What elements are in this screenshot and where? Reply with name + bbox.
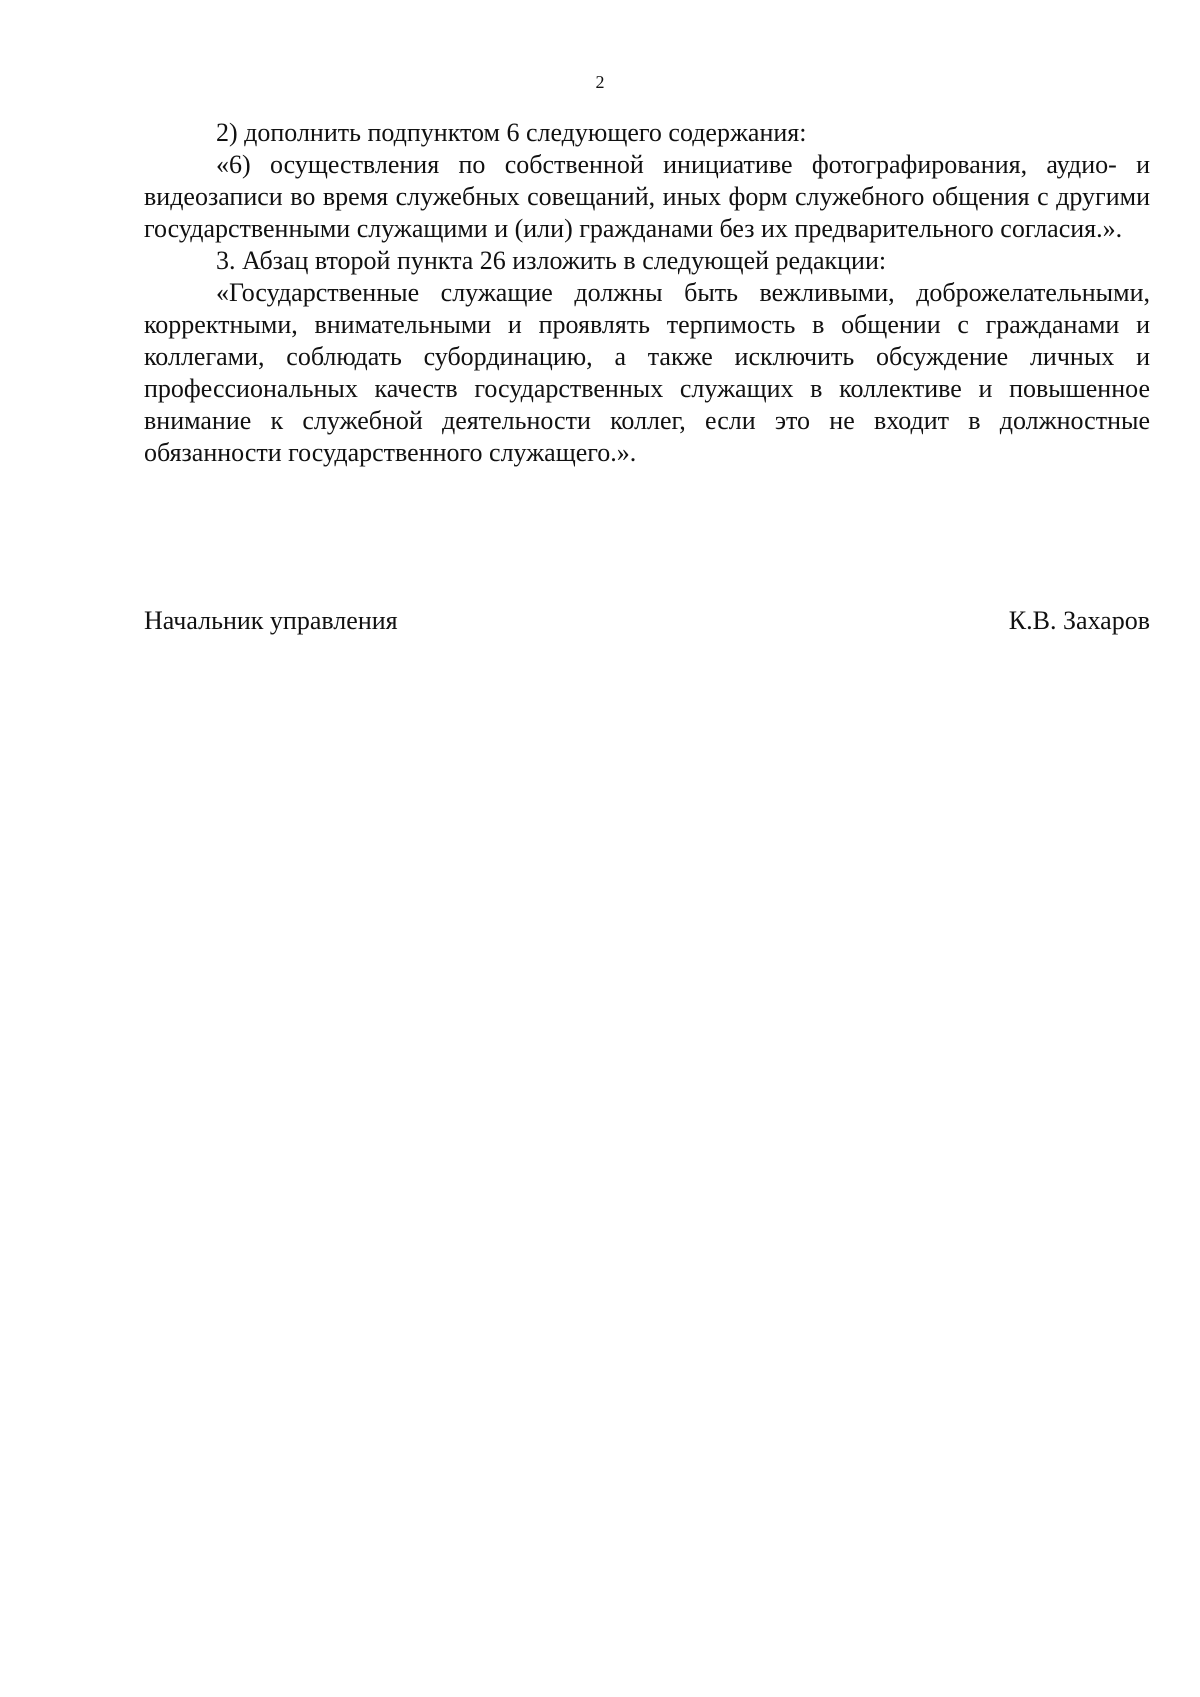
signature-block [144, 605, 1150, 637]
paragraph-item-26-text: «Государственные служащие должны быть вежливыми, доброжелательными, корректными, внимательными и проявлять терпимость в общении с гражданами и коллегами, соблюдать субординацию, а также исключить обсуждение личных и профессиональных качеств государственных служащих в коллективе и повышенное внимание к служебной деятельности коллег, если это не входит в должностные обязанности государственного служащего.». [144, 278, 1150, 467]
signatory-position: Начальник управления [144, 606, 398, 635]
document-body [144, 117, 1150, 469]
paragraph-subitem-6-intro: 2) дополнить подпунктом 6 следующего содержания: [216, 118, 807, 147]
paragraph-item-3-intro: 3. Абзац второй пункта 26 изложить в следующей редакции: [216, 246, 887, 275]
page-number: 2 [595, 72, 605, 92]
paragraph-subitem-6-text: «6) осуществления по собственной инициативе фотографирования, аудио- и видеозаписи во время служебных совещаний, иных форм служебного общения с другими государственными служащими и (или) гражданами без их предварительного согласия.». [144, 150, 1150, 243]
signatory-name: К.В. Захаров [1008, 606, 1150, 635]
